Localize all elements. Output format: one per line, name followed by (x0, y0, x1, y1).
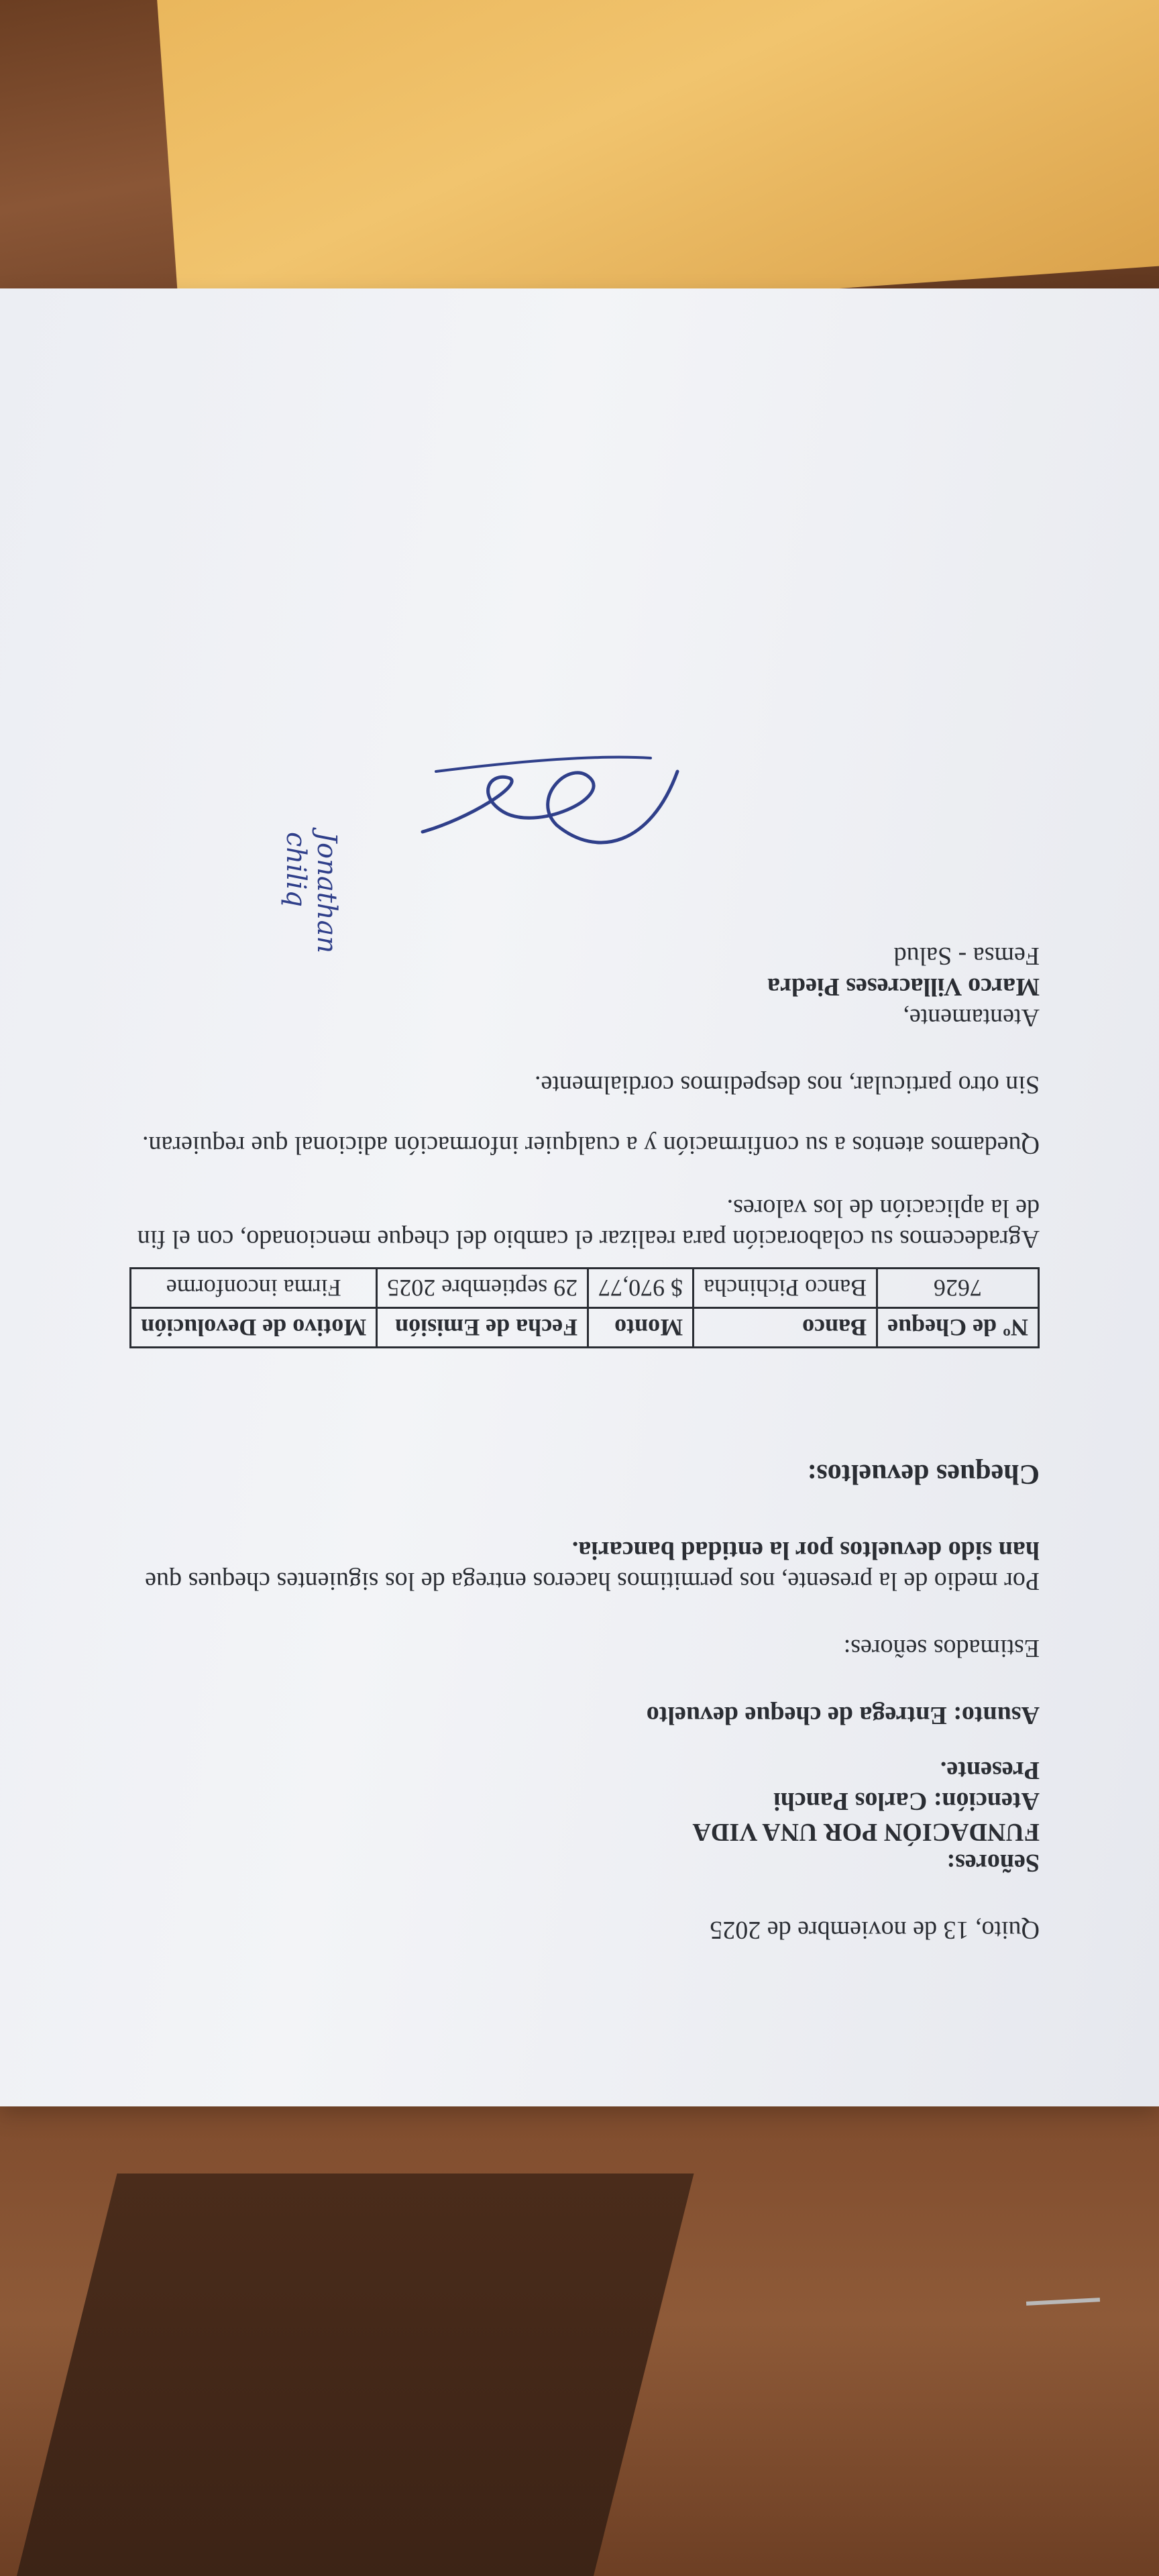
dark-table-edge (0, 2174, 694, 2576)
letter-document (101, 671, 1040, 1945)
table-header-cell: Monto (588, 1308, 694, 1348)
intro-line-2: han sido devueltos por la entidad bancaria. (571, 1536, 1040, 1564)
returned-checks-table (129, 1267, 1040, 1348)
org-name: FUNDACIÓN POR UNA VIDA (692, 1818, 1040, 1846)
closing-line: Sin otro particular, nos despedimos cordialmente. (534, 1071, 1040, 1099)
signature-scribble-icon (409, 738, 691, 872)
check-number-cell: 7626 (877, 1269, 1039, 1308)
present-line: Presente. (940, 1756, 1040, 1784)
checks-heading: Cheques devueltos: (807, 1458, 1040, 1489)
table-header-cell: Fecha de Emisión (377, 1308, 588, 1348)
signer-org: Femsa - Salud (893, 942, 1040, 970)
bank-cell: Banco Pichincha (694, 1269, 877, 1308)
salutation-header: Señores: (946, 1849, 1040, 1877)
issue-date-cell: 29 septiembre 2025 (377, 1269, 588, 1308)
table-header-cell: Nº de Cheque (877, 1308, 1039, 1348)
attention-line: Atención: Carlos Panchi (773, 1787, 1040, 1815)
sign-off: Atentamente, (903, 1004, 1040, 1032)
handwritten-signature (409, 738, 691, 872)
handwritten-name: Jonathan chiliq (280, 832, 342, 954)
greeting: Estimados señores: (843, 1634, 1040, 1662)
intro-line-1: Por medio de la presente, nos permitimos haceros entrega de los siguientes cheques que (145, 1567, 1040, 1595)
attentive-line: Quedamos atentos a su confirmación y a cualquier información adicional que requieran. (142, 1131, 1040, 1159)
amount-cell: $ 970,77 (588, 1269, 694, 1308)
return-reason-cell: Firma inconforme (131, 1269, 377, 1308)
table-header-row (131, 1308, 1039, 1348)
subject-line: Asunto: Entrega de cheque devuelto (646, 1701, 1040, 1729)
table-header-cell: Motivo de Devolución (131, 1308, 377, 1348)
thanks-line-1: Agradecemos su colaboración para realizar el cambio del cheque mencionado, con el fin (137, 1225, 1040, 1253)
thanks-line-2: de la aplicación de los valores. (726, 1194, 1040, 1222)
signer-name: Marco Villacreses Piedra (767, 973, 1040, 1001)
date-line: Quito, 13 de noviembre de 2025 (710, 1916, 1040, 1944)
table-header-cell: Banco (694, 1308, 877, 1348)
table-row (131, 1269, 1039, 1308)
